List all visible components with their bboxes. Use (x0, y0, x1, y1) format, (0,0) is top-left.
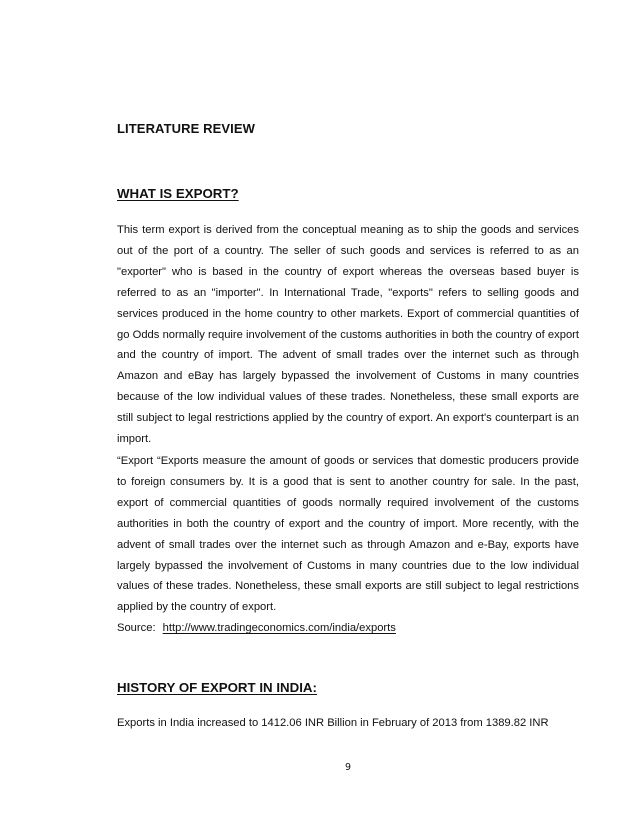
section-title: LITERATURE REVIEW (117, 121, 255, 136)
export-heading: WHAT IS EXPORT? (117, 186, 239, 201)
source-label: Source: (117, 622, 156, 634)
history-heading: HISTORY OF EXPORT IN INDIA: (117, 680, 317, 695)
paragraph-export-definition: This term export is derived from the conceptual meaning as to ship the goods and services out of the port of a country. The seller of such goods and services is referred to as an "exporter" who is based in the country of export whereas the overseas based buyer is referred to as an "importer". In International Trade, "exports" refers to selling goods and services produced in the home country to other markets. Export of commercial quantities of go Odds normally require involvement of the customs authorities in both the country of export and the country of import. The advent of small trades over the internet such as through Amazon and eBay has largely bypassed the involvement of Customs in many countries because of the low individual values of these trades. Nonetheless, these small exports are still subject to legal restrictions applied by the country of export. An export's counterpart is an import. (117, 224, 579, 446)
paragraph-export-measure: “Export “Exports measure the amount of goods or services that domestic producers provide to foreign consumers by. It is a good that is sent to another country for sale. In the past, export of commercial quantities of goods normally required involvement of the customs authorities in both the country of export and the country of import. More recently, with the advent of small trades over the internet such as through Amazon and e-Bay, exports have largely bypassed the involvement of Customs in many countries due to the low individual values of these trades. Nonetheless, these small exports are still subject to legal restrictions applied by the country of export. (117, 455, 579, 614)
source-link[interactable]: http://www.tradingeconomics.com/india/exports (162, 622, 396, 634)
page-number: 9 (344, 762, 352, 773)
source-line (117, 618, 579, 639)
paragraph-history: Exports in India increased to 1412.06 INR Billion in February of 2013 from 1389.82 INR (117, 717, 549, 729)
